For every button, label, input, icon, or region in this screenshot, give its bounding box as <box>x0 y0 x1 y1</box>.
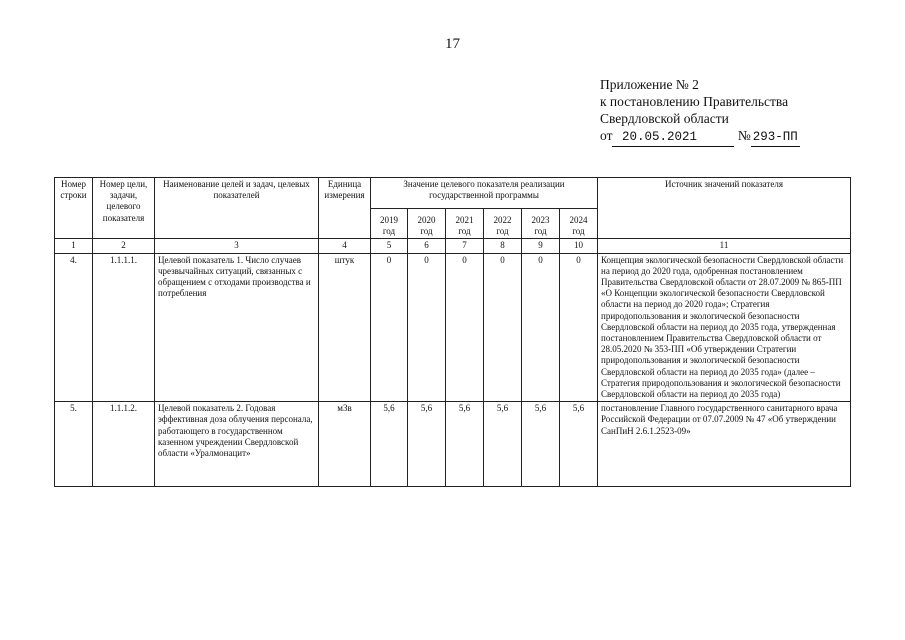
table-row <box>55 253 851 402</box>
column-number: 6 <box>408 239 446 253</box>
value-2019: 5,6 <box>371 402 408 487</box>
value-2019: 0 <box>371 253 408 402</box>
goal-code: 1.1.1.1. <box>93 253 155 402</box>
header-name: Наименование целей и задач, целевых показателей <box>155 178 319 239</box>
appendix-region: Свердловской области <box>600 111 729 126</box>
header-year-2022: 2022 год <box>484 209 522 239</box>
value-2022: 0 <box>484 253 522 402</box>
column-number: 8 <box>484 239 522 253</box>
unit: м3в <box>319 402 371 487</box>
column-number: 1 <box>55 239 93 253</box>
indicator-name: Целевой показатель 1. Число случаев чрезвычайных ситуаций, связанных с обращением с отходами производства и потребления <box>155 253 319 402</box>
column-number: 5 <box>371 239 408 253</box>
column-number: 7 <box>446 239 484 253</box>
header-unit: Единица измерения <box>319 178 371 239</box>
unit: штук <box>319 253 371 402</box>
row-number: 5. <box>55 402 93 487</box>
resolution-number: 293-ПП <box>751 129 800 147</box>
appendix-resolution: к постановлению Правительства <box>600 94 789 109</box>
page-number: 17 <box>445 36 460 52</box>
header-year-2019: 2019 год <box>371 209 408 239</box>
column-number: 3 <box>155 239 319 253</box>
value-2023: 5,6 <box>522 402 560 487</box>
goal-code: 1.1.1.2. <box>93 402 155 487</box>
indicators-table <box>54 177 851 487</box>
appendix-header <box>600 76 800 147</box>
value-2021: 0 <box>446 253 484 402</box>
column-number: 2 <box>93 239 155 253</box>
number-prefix: № <box>737 128 751 143</box>
column-number: 11 <box>598 239 851 253</box>
indicator-name: Целевой показатель 2. Годовая эффективная доза облучения персонала, работающего в государственном казенном учреждении Свердловской области «Уралмонацит» <box>155 402 319 487</box>
header-year-2023: 2023 год <box>522 209 560 239</box>
value-2021: 5,6 <box>446 402 484 487</box>
value-2023: 0 <box>522 253 560 402</box>
header-row-1 <box>55 178 851 209</box>
header-year-2021: 2021 год <box>446 209 484 239</box>
value-2022: 5,6 <box>484 402 522 487</box>
appendix-title: Приложение № 2 <box>600 77 699 92</box>
header-source: Источник значений показателя <box>598 178 851 239</box>
table-row <box>55 402 851 487</box>
column-number: 9 <box>522 239 560 253</box>
date-prefix: от <box>600 128 613 143</box>
source-text: постановление Главного государственного санитарного врача Российской Федерации от 07.07.2009 № 47 «Об утверждении СанПиН 2.6.1.2523-09» <box>598 402 851 487</box>
value-2024: 5,6 <box>560 402 598 487</box>
header-year-2020: 2020 год <box>408 209 446 239</box>
value-2020: 5,6 <box>408 402 446 487</box>
row-number: 4. <box>55 253 93 402</box>
header-year-2024: 2024 год <box>560 209 598 239</box>
source-text: Концепция экологической безопасности Свердловской области на период до 2020 года, одобренная постановлением Правительства Свердловской области от 28.07.2009 № 865-ПП «О Концепции экологической безопасности Свердловской области на период до 2020 года»; Стратегия природопользования и экологической безопасности Свердловской области на период до 2035 года, утвержденная постановлением Правительства Свердловской области от 28.05.2020 № 353-ПП «Об утверждении Стратегии природопользования и экологической безопасности Свердловской области на период до 2035 года» (далее – Стратегия природопользования и экологической безопасности Свердловской области на период до 2035 года) <box>598 253 851 402</box>
value-2024: 0 <box>560 253 598 402</box>
header-row-number: Номер строки <box>55 178 93 239</box>
appendix-date-line <box>600 127 800 147</box>
header-values: Значение целевого показателя реализации государственной программы <box>371 178 598 209</box>
column-number-row <box>55 239 851 253</box>
column-number: 4 <box>319 239 371 253</box>
value-2020: 0 <box>408 253 446 402</box>
header-goal-number: Номер цели, задачи, целевого показателя <box>93 178 155 239</box>
resolution-date: 20.05.2021 <box>612 129 734 147</box>
column-number: 10 <box>560 239 598 253</box>
